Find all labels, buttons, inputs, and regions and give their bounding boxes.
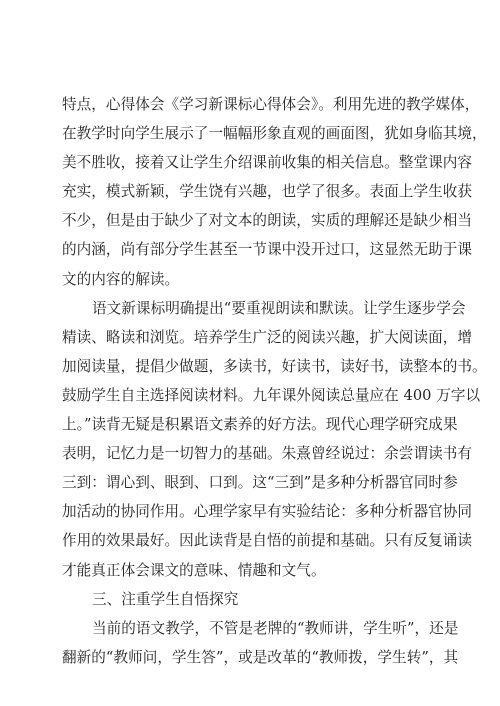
text-line: 充实，模式新颖，学生饶有兴趣，也学了很多。表面上学生收获	[62, 183, 473, 201]
text-line: 特点，心得体会《学习新课标心得体会》。利用先进的教学媒体，	[62, 96, 480, 113]
text-line: 美不胜收，接着又让学生介绍课前收集的相关信息。整堂课内容	[62, 154, 473, 172]
text-line: 的内涵，尚有部分学生甚至一节课中没开过口，这显然无助于课	[62, 241, 473, 259]
text-line: 鼓励学生自主选择阅读材料。九年课外阅读总量应在 400 万字以	[62, 386, 481, 404]
text-line: 加阅读量，提倡少做题，多读书，好读书，读好书，读整本的书。	[62, 357, 487, 375]
text-line: 作用的效果最好。因此读背是自悟的前提和基础。只有反复诵读	[62, 532, 473, 550]
body-text	[62, 90, 487, 672]
text-line: 精读、略读和浏览。培养学生广泛的阅读兴趣，扩大阅读面，增	[62, 328, 473, 346]
text-line: 才能真正体会课文的意味、情趣和文气。	[62, 561, 326, 579]
section-heading: 三、注重学生自悟探究	[92, 590, 239, 608]
text-line: 翻新的“教师问，学生答”，或是改革的“教师拨，学生转”，其	[62, 648, 459, 666]
text-line: 表明，记忆力是一切智力的基础。朱熹曾经说过：余尝谓读书有	[62, 445, 473, 463]
text-line: 文的内容的解读。	[62, 270, 180, 288]
text-line: 在教学时向学生展示了一幅幅形象直观的画面图，犹如身临其境，	[62, 125, 487, 143]
paragraph-first-line: 语文新课标明确提出“要重视朗读和默读。让学生逐步学会	[92, 299, 466, 317]
text-line: 三到：谓心到、眼到、口到。这“三到”是多种分析器官同时参	[62, 474, 458, 492]
text-line: 加活动的协同作用。心理学家早有实验结论：多种分析器官协同	[62, 503, 473, 521]
text-line: 不少，但是由于缺少了对文本的朗读，实质的理解还是缺少相当	[62, 212, 473, 230]
paragraph-first-line: 当前的语文教学，不管是老牌的“教师讲，学生听”，还是	[92, 619, 459, 637]
text-line: 上。”读背无疑是积累语文素养的好方法。现代心理学研究成果	[62, 416, 458, 434]
